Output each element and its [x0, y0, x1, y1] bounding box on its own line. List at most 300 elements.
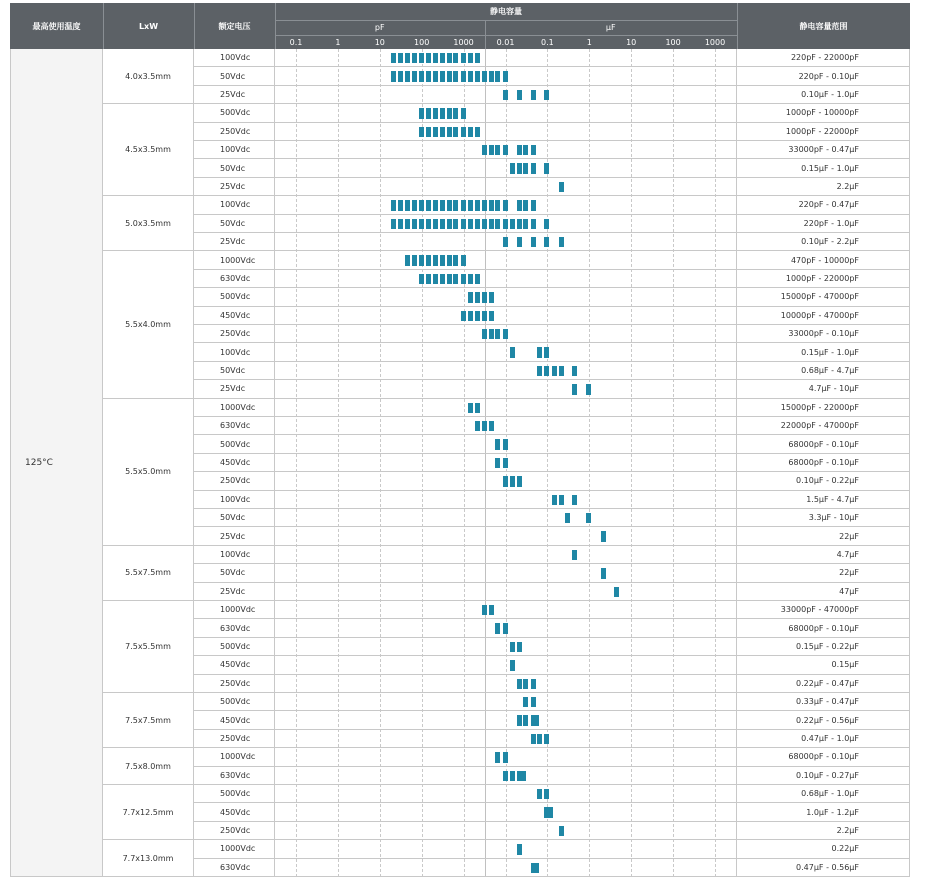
voltage-cell: [194, 859, 275, 877]
capacitance-cell: [275, 803, 737, 821]
voltage-label: 450Vdc: [220, 310, 251, 320]
capacitance-bar: [461, 274, 466, 284]
tick-label-text: 1: [586, 37, 592, 47]
header-uf-cell: [485, 20, 737, 35]
voltage-label: 630Vdc: [220, 273, 251, 283]
capacitance-bar: [510, 163, 515, 173]
capacitance-bar: [521, 771, 526, 781]
capacitance-bar: [447, 255, 452, 265]
capacitance-bar: [440, 71, 445, 81]
header-divider: [103, 3, 104, 49]
voltage-label: 450Vdc: [220, 807, 251, 817]
header-temp-label: 最高使用温度: [32, 21, 81, 31]
header-capacitance-cell: [275, 3, 737, 20]
voltage-cell: [194, 785, 275, 803]
header-voltage-label: 额定电压: [218, 21, 251, 31]
voltage-cell: [194, 711, 275, 729]
capacitance-bar: [468, 311, 473, 321]
range-label: 0.15μF - 0.22μF: [796, 641, 859, 651]
size-label: 7.5x8.0mm: [125, 761, 171, 771]
capacitance-bar: [419, 108, 424, 118]
capacitance-cell: [275, 123, 737, 141]
voltage-cell: [194, 693, 275, 711]
capacitance-bar: [559, 237, 564, 247]
capacitance-bar: [482, 219, 487, 229]
range-label: 220pF - 0.47μF: [798, 200, 859, 210]
capacitance-bar: [523, 715, 528, 725]
range-label: 68000pF - 0.10μF: [788, 439, 859, 449]
range-cell: [737, 104, 910, 122]
capacitance-bar: [461, 71, 466, 81]
capacitance-cell: [275, 840, 737, 858]
capacitance-bar: [453, 108, 458, 118]
range-label: 3.3μF - 10μF: [808, 513, 859, 523]
capacitance-bar: [544, 163, 549, 173]
range-cell: [737, 178, 910, 196]
voltage-label: 250Vdc: [220, 733, 251, 743]
voltage-cell: [194, 840, 275, 858]
voltage-cell: [194, 638, 275, 656]
capacitance-bar: [503, 145, 508, 155]
capacitance-bar: [475, 311, 480, 321]
size-cell: [103, 785, 194, 840]
voltage-label: 1000Vdc: [220, 605, 256, 615]
range-cell: [737, 822, 910, 840]
range-label: 0.68μF - 1.0μF: [801, 789, 859, 799]
voltage-label: 450Vdc: [220, 457, 251, 467]
range-cell: [737, 196, 910, 214]
range-cell: [737, 49, 910, 67]
capacitance-bar: [517, 476, 522, 486]
capacitance-cell: [275, 822, 737, 840]
capacitance-bar: [517, 219, 522, 229]
size-cell: [103, 104, 194, 196]
voltage-cell: [194, 288, 275, 306]
range-cell: [737, 67, 910, 85]
capacitance-cell: [275, 270, 737, 288]
header-pf-cell: [275, 20, 485, 35]
capacitance-cell: [275, 730, 737, 748]
voltage-label: 100Vdc: [220, 53, 251, 63]
capacitance-bar: [482, 71, 487, 81]
capacitance-bar: [572, 366, 577, 376]
voltage-label: 100Vdc: [220, 347, 251, 357]
voltage-label: 630Vdc: [220, 623, 251, 633]
range-label: 220pF - 22000pF: [790, 53, 859, 63]
capacitance-bar: [433, 53, 438, 63]
capacitance-bar: [565, 513, 570, 523]
capacitance-bar: [510, 660, 515, 670]
capacitance-bar: [503, 623, 508, 633]
capacitance-bar: [475, 53, 480, 63]
capacitance-bar: [391, 71, 396, 81]
voltage-label: 450Vdc: [220, 715, 251, 725]
capacitance-cell: [275, 380, 737, 398]
capacitance-bar: [426, 71, 431, 81]
capacitance-bar: [517, 715, 522, 725]
tick-label: [527, 35, 567, 49]
range-label: 15000pF - 22000pF: [780, 402, 859, 412]
size-label: 5.5x5.0mm: [125, 467, 171, 477]
capacitance-bar: [419, 127, 424, 137]
capacitance-bar: [544, 347, 549, 357]
tick-label-text: 1000: [453, 37, 474, 47]
capacitance-bar: [447, 200, 452, 210]
column-border: [274, 49, 275, 877]
capacitance-bar: [419, 53, 424, 63]
voltage-cell: [194, 472, 275, 490]
voltage-label: 1000Vdc: [220, 752, 256, 762]
tick-label-text: 100: [665, 37, 681, 47]
capacitance-bar: [572, 495, 577, 505]
capacitance-bar: [517, 90, 522, 100]
voltage-cell: [194, 362, 275, 380]
capacitance-bar: [495, 623, 500, 633]
capacitance-bar: [517, 237, 522, 247]
capacitance-bar: [537, 366, 542, 376]
capacitance-bar: [447, 71, 452, 81]
capacitance-bar: [405, 255, 410, 265]
range-cell: [737, 656, 910, 674]
voltage-label: 630Vdc: [220, 862, 251, 872]
voltage-label: 100Vdc: [220, 494, 251, 504]
range-label: 220pF - 1.0μF: [803, 218, 859, 228]
tick-label-text: 0.1: [289, 37, 303, 47]
voltage-cell: [194, 380, 275, 398]
range-label: 1000pF - 10000pF: [785, 108, 859, 118]
tick-label: [653, 35, 693, 49]
range-label: 22μF: [839, 568, 859, 578]
range-cell: [737, 343, 910, 361]
voltage-label: 25Vdc: [220, 586, 246, 596]
capacitance-bar: [531, 200, 536, 210]
range-label: 1000pF - 22000pF: [785, 273, 859, 283]
voltage-cell: [194, 730, 275, 748]
size-cell: [103, 251, 194, 398]
range-label: 0.22μF: [831, 844, 859, 854]
capacitance-bar: [440, 200, 445, 210]
range-label: 2.2μF: [836, 181, 859, 191]
capacitance-bar: [489, 292, 494, 302]
tick-label: [611, 35, 651, 49]
capacitance-bar: [447, 274, 452, 284]
header-temp-cell: [10, 3, 103, 49]
capacitance-bar: [495, 200, 500, 210]
capacitance-bar: [468, 292, 473, 302]
capacitance-bar: [495, 71, 500, 81]
size-cell: [103, 49, 194, 104]
size-label: 5.5x4.0mm: [125, 319, 171, 329]
range-cell: [737, 491, 910, 509]
capacitance-bar: [426, 274, 431, 284]
voltage-label: 100Vdc: [220, 200, 251, 210]
header-range-cell: [737, 3, 910, 49]
capacitance-bar: [412, 219, 417, 229]
capacitance-bar: [537, 734, 542, 744]
voltage-cell: [194, 196, 275, 214]
capacitance-bar: [495, 752, 500, 762]
range-label: 0.47μF - 0.56μF: [796, 862, 859, 872]
voltage-label: 250Vdc: [220, 329, 251, 339]
voltage-label: 250Vdc: [220, 678, 251, 688]
capacitance-bar: [601, 531, 606, 541]
range-label: 0.15μF - 1.0μF: [801, 347, 859, 357]
header-range-label: 静电容量范围: [799, 21, 848, 31]
capacitance-bar: [468, 219, 473, 229]
capacitance-bar: [548, 807, 553, 817]
capacitance-bar: [503, 771, 508, 781]
capacitance-bar: [475, 200, 480, 210]
tick-label: [360, 35, 400, 49]
voltage-label: 50Vdc: [220, 218, 246, 228]
voltage-label: 500Vdc: [220, 292, 251, 302]
capacitance-bar: [475, 403, 480, 413]
voltage-cell: [194, 767, 275, 785]
capacitance-bar: [398, 200, 403, 210]
capacitance-bar: [391, 219, 396, 229]
capacitance-cell: [275, 251, 737, 269]
voltage-cell: [194, 159, 275, 177]
capacitance-bar: [489, 421, 494, 431]
capacitance-bar: [426, 219, 431, 229]
range-cell: [737, 693, 910, 711]
range-label: 15000pF - 47000pF: [780, 292, 859, 302]
range-cell: [737, 325, 910, 343]
capacitance-cell: [275, 307, 737, 325]
capacitance-bar: [468, 71, 473, 81]
header-capacitance-label: 静电容量: [490, 7, 522, 16]
range-cell: [737, 86, 910, 104]
voltage-cell: [194, 343, 275, 361]
range-cell: [737, 803, 910, 821]
range-cell: [737, 362, 910, 380]
tick-label: [444, 35, 484, 49]
range-label: 10000pF - 47000pF: [780, 310, 859, 320]
capacitance-bar: [447, 53, 452, 63]
capacitance-bar: [489, 329, 494, 339]
voltage-label: 500Vdc: [220, 697, 251, 707]
range-label: 0.10μF - 1.0μF: [801, 89, 859, 99]
range-label: 33000pF - 47000pF: [780, 605, 859, 615]
voltage-cell: [194, 215, 275, 233]
voltage-cell: [194, 178, 275, 196]
capacitance-bar: [440, 219, 445, 229]
tick-label-text: 10: [374, 37, 385, 47]
capacitance-bar: [601, 568, 606, 578]
voltage-cell: [194, 564, 275, 582]
capacitance-bar: [495, 219, 500, 229]
capacitance-cell: [275, 601, 737, 619]
capacitance-cell: [275, 49, 737, 67]
tick-label-text: 1000: [704, 37, 726, 47]
range-label: 0.15μF - 1.0μF: [801, 163, 859, 173]
size-label: 4.0x3.5mm: [125, 71, 171, 81]
capacitance-bar: [531, 90, 536, 100]
voltage-label: 250Vdc: [220, 126, 251, 136]
size-label: 5.0x3.5mm: [125, 218, 171, 228]
capacitance-bar: [495, 329, 500, 339]
capacitance-bar: [544, 90, 549, 100]
capacitance-bar: [510, 642, 515, 652]
capacitance-bar: [405, 200, 410, 210]
capacitance-bar: [503, 71, 508, 81]
capacitance-bar: [544, 219, 549, 229]
capacitance-bar: [453, 200, 458, 210]
capacitance-bar: [531, 734, 536, 744]
capacitance-bar: [531, 163, 536, 173]
capacitance-cell: [275, 362, 737, 380]
capacitance-cell: [275, 509, 737, 527]
range-label: 1000pF - 22000pF: [785, 126, 859, 136]
size-cell: [103, 840, 194, 877]
voltage-cell: [194, 527, 275, 545]
voltage-cell: [194, 123, 275, 141]
capacitance-bar: [534, 863, 539, 873]
range-label: 0.22μF - 0.47μF: [796, 678, 859, 688]
header-divider: [737, 3, 738, 49]
capacitance-bar: [461, 127, 466, 137]
size-label: 7.5x5.5mm: [125, 642, 171, 651]
capacitance-bar: [482, 200, 487, 210]
tick-label: [402, 35, 442, 49]
column-border: [193, 49, 194, 877]
voltage-cell: [194, 748, 275, 766]
header-size-label: LxW: [138, 21, 159, 31]
capacitance-bar: [482, 311, 487, 321]
capacitance-cell: [275, 693, 737, 711]
range-cell: [737, 141, 910, 159]
capacitance-bar: [440, 127, 445, 137]
capacitance-bar: [468, 200, 473, 210]
voltage-label: 1000Vdc: [220, 844, 256, 854]
capacitance-bar: [433, 200, 438, 210]
voltage-label: 250Vdc: [220, 476, 251, 486]
voltage-label: 25Vdc: [220, 237, 246, 247]
capacitance-bar: [440, 274, 445, 284]
header-size-cell: [103, 3, 194, 49]
capacitance-bar: [482, 421, 487, 431]
voltage-cell: [194, 509, 275, 527]
capacitance-bar: [523, 697, 528, 707]
capacitance-bar: [523, 219, 528, 229]
voltage-label: 50Vdc: [220, 71, 246, 81]
capacitance-bar: [495, 145, 500, 155]
range-label: 22μF: [839, 531, 859, 541]
capacitance-bar: [523, 679, 528, 689]
range-label: 22000pF - 47000pF: [780, 421, 859, 431]
capacitance-bar: [475, 71, 480, 81]
range-cell: [737, 619, 910, 637]
range-cell: [737, 748, 910, 766]
capacitance-cell: [275, 656, 737, 674]
range-cell: [737, 711, 910, 729]
range-label: 220pF - 0.10μF: [798, 71, 859, 81]
size-label: 5.5x7.5mm: [125, 568, 171, 578]
capacitance-bar: [489, 311, 494, 321]
capacitance-bar: [412, 71, 417, 81]
capacitance-bar: [440, 108, 445, 118]
capacitance-bar: [523, 200, 528, 210]
tick-label: [318, 35, 358, 49]
voltage-label: 500Vdc: [220, 789, 251, 799]
capacitance-bar: [405, 71, 410, 81]
voltage-cell: [194, 325, 275, 343]
range-cell: [737, 159, 910, 177]
voltage-cell: [194, 656, 275, 674]
range-cell: [737, 509, 910, 527]
capacitance-bar: [517, 200, 522, 210]
range-label: 0.10μF - 2.2μF: [801, 237, 859, 247]
range-label: 68000pF - 0.10μF: [788, 457, 859, 467]
capacitance-bar: [517, 642, 522, 652]
capacitance-bar: [482, 329, 487, 339]
voltage-label: 25Vdc: [220, 181, 246, 191]
range-cell: [737, 527, 910, 545]
header-divider: [194, 3, 195, 49]
capacitance-bar: [503, 90, 508, 100]
capacitance-bar: [559, 366, 564, 376]
voltage-cell: [194, 675, 275, 693]
capacitance-bar: [559, 182, 564, 192]
capacitance-bar: [510, 219, 515, 229]
capacitance-bar: [433, 108, 438, 118]
range-cell: [737, 454, 910, 472]
voltage-label: 25Vdc: [220, 531, 246, 541]
capacitance-bar: [517, 163, 522, 173]
capacitance-bar: [433, 127, 438, 137]
voltage-cell: [194, 251, 275, 269]
voltage-cell: [194, 141, 275, 159]
capacitance-bar: [523, 145, 528, 155]
range-cell: [737, 583, 910, 601]
capacitance-cell: [275, 491, 737, 509]
capacitance-bar: [391, 53, 396, 63]
capacitance-bar: [482, 605, 487, 615]
capacitance-bar: [510, 347, 515, 357]
size-label: 7.7x13.0mm: [122, 853, 174, 863]
range-label: 1.0μF - 1.2μF: [806, 807, 859, 817]
capacitance-bar: [495, 439, 500, 449]
capacitance-bar: [440, 255, 445, 265]
capacitance-bar: [461, 53, 466, 63]
size-cell: [103, 196, 194, 251]
range-label: 33000pF - 0.10μF: [788, 329, 859, 339]
voltage-label: 50Vdc: [220, 365, 246, 375]
capacitance-bar: [468, 127, 473, 137]
range-label: 470pF - 10000pF: [790, 255, 859, 265]
voltage-cell: [194, 803, 275, 821]
capacitance-bar: [503, 476, 508, 486]
voltage-label: 25Vdc: [220, 384, 246, 394]
capacitance-cell: [275, 178, 737, 196]
capacitance-bar: [503, 439, 508, 449]
capacitance-bar: [503, 458, 508, 468]
capacitance-cell: [275, 711, 737, 729]
capacitance-bar: [475, 274, 480, 284]
capacitance-bar: [426, 53, 431, 63]
range-cell: [737, 270, 910, 288]
capacitance-bar: [503, 329, 508, 339]
capacitance-bar: [405, 53, 410, 63]
range-cell: [737, 675, 910, 693]
capacitance-bar: [433, 71, 438, 81]
range-cell: [737, 435, 910, 453]
voltage-cell: [194, 67, 275, 85]
range-cell: [737, 840, 910, 858]
range-cell: [737, 380, 910, 398]
voltage-label: 500Vdc: [220, 108, 251, 118]
voltage-cell: [194, 454, 275, 472]
